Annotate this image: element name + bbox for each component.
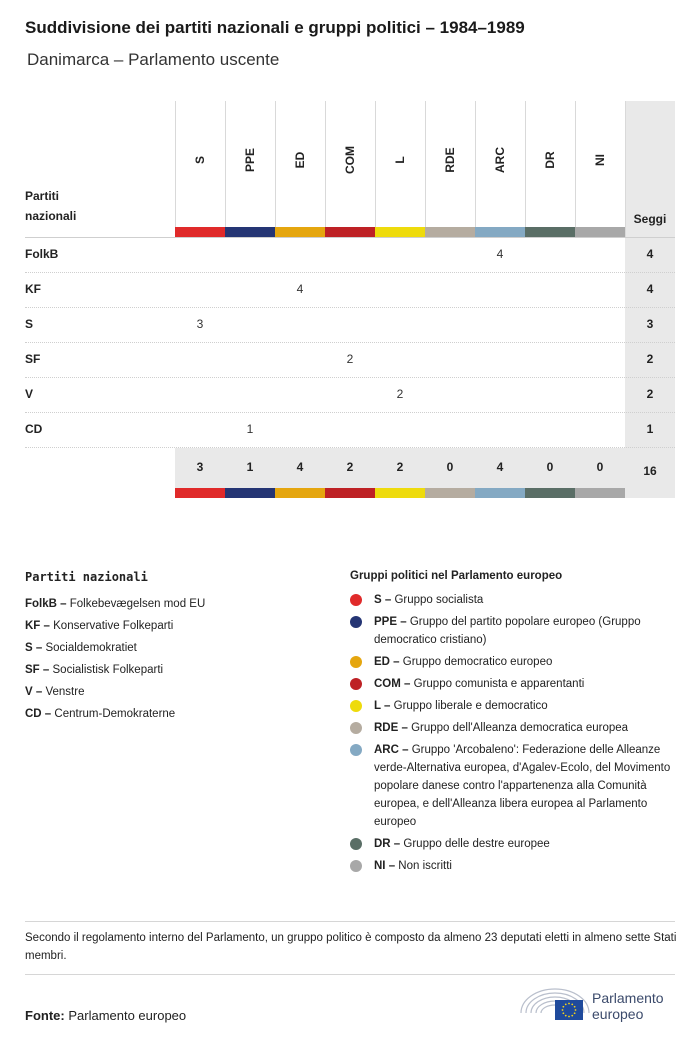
group-color-dot-icon xyxy=(350,860,362,872)
party-legend-item xyxy=(25,703,325,725)
header-divider xyxy=(25,237,675,238)
group-color-bar-top-com xyxy=(325,227,375,237)
group-color-bar-top-ni xyxy=(575,227,625,237)
eu-star-icon xyxy=(571,1015,573,1017)
group-color-dot-icon xyxy=(350,722,362,734)
row-label-cd: CD xyxy=(25,422,43,436)
row-label-kf: KF xyxy=(25,282,41,296)
group-legend-code: COM – xyxy=(374,678,411,690)
party-legend-name: Konservative Folkeparti xyxy=(53,620,174,632)
group-legend-code: S – xyxy=(374,594,392,606)
group-legend-code: NI – xyxy=(374,860,396,872)
logo-text-line2: europeo xyxy=(592,1006,644,1022)
group-legend-item xyxy=(350,835,680,853)
column-separator xyxy=(325,101,326,237)
logo-text xyxy=(592,990,664,1022)
row-seats-total: 3 xyxy=(646,317,654,331)
divider xyxy=(25,921,675,922)
source-label: Fonte: xyxy=(25,1008,65,1023)
eu-star-icon xyxy=(571,1003,573,1005)
column-separator xyxy=(175,101,176,237)
seat-count-cell: 2 xyxy=(346,352,354,366)
group-legend-code: DR – xyxy=(374,838,401,850)
party-legend-code: SF – xyxy=(25,664,50,676)
group-color-bar-bottom-dr xyxy=(525,488,575,498)
column-header-l: L xyxy=(393,156,407,164)
group-color-bar-bottom-com xyxy=(325,488,375,498)
group-legend-item xyxy=(350,591,680,609)
column-header-rde: RDE xyxy=(443,147,457,173)
group-color-dot-icon xyxy=(350,744,362,756)
column-total-ed: 4 xyxy=(296,460,304,474)
party-legend-item xyxy=(25,615,325,637)
group-legend-item xyxy=(350,741,680,831)
party-legend-name: Socialdemokratiet xyxy=(45,642,137,654)
eu-star-icon xyxy=(565,1003,567,1005)
group-color-bar-bottom-ppe xyxy=(225,488,275,498)
column-header-ppe: PPE xyxy=(243,148,257,173)
eu-star-icon xyxy=(568,1016,570,1018)
grand-total: 16 xyxy=(643,464,657,478)
party-legend-item xyxy=(25,637,325,659)
eu-star-icon xyxy=(562,1012,564,1014)
row-label-folkb: FolkB xyxy=(25,247,59,261)
group-color-dot-icon xyxy=(350,678,362,690)
column-separator xyxy=(525,101,526,237)
party-legend-code: KF – xyxy=(25,620,50,632)
page-title: Suddivisione dei partiti nazionali e gruppi politici – 1984–1989 xyxy=(25,18,525,37)
seat-count-cell: 4 xyxy=(296,282,304,296)
column-header-ni: NI xyxy=(593,154,607,166)
party-legend-item xyxy=(25,593,325,615)
group-color-bar-bottom-s xyxy=(175,488,225,498)
party-legend-item xyxy=(25,681,325,703)
group-legend-code: ARC – xyxy=(374,744,409,756)
group-color-dot-icon xyxy=(350,838,362,850)
group-legend-code: ED – xyxy=(374,656,400,668)
column-separator xyxy=(475,101,476,237)
group-legend-item xyxy=(350,719,680,737)
page-subtitle: Danimarca – Parlamento uscente xyxy=(27,50,280,69)
row-seats-total: 2 xyxy=(646,352,654,366)
row-divider xyxy=(25,272,675,273)
party-legend-code: CD – xyxy=(25,708,52,720)
column-separator xyxy=(225,101,226,237)
column-total-s: 3 xyxy=(196,460,204,474)
party-legend-code: FolkB – xyxy=(25,598,67,610)
seat-count-cell: 4 xyxy=(496,247,504,261)
party-legend-code: S – xyxy=(25,642,43,654)
group-color-dot-icon xyxy=(350,594,362,606)
group-legend-name: Gruppo delle destre europee xyxy=(403,838,550,850)
column-total-dr: 0 xyxy=(546,460,554,474)
political-groups-legend-title: Gruppi politici nel Parlamento europeo xyxy=(350,570,563,582)
group-legend-item xyxy=(350,613,680,649)
political-groups-legend xyxy=(350,570,680,879)
row-seats-total: 4 xyxy=(646,247,654,261)
seats-column-header: Seggi xyxy=(633,212,667,226)
eu-star-icon xyxy=(568,1003,570,1005)
group-color-bar-top-dr xyxy=(525,227,575,237)
row-label-v: V xyxy=(25,387,34,401)
group-legend-code: L – xyxy=(374,700,391,712)
column-header-s: S xyxy=(193,156,207,165)
row-seats-total: 4 xyxy=(646,282,654,296)
row-seats-total: 1 xyxy=(646,422,654,436)
column-separator xyxy=(275,101,276,237)
group-color-dot-icon xyxy=(350,700,362,712)
party-legend-name: Centrum-Demokraterne xyxy=(54,708,176,720)
party-legend-item xyxy=(25,659,325,681)
group-legend-item xyxy=(350,653,680,671)
group-color-bar-bottom-rde xyxy=(425,488,475,498)
column-total-com: 2 xyxy=(346,460,354,474)
column-separator xyxy=(375,101,376,237)
column-total-l: 2 xyxy=(396,460,404,474)
group-legend-name: Gruppo democratico europeo xyxy=(402,656,553,668)
group-color-bar-bottom-ni xyxy=(575,488,625,498)
column-header-arc: ARC xyxy=(493,147,507,173)
group-legend-name: Gruppo comunista e apparentanti xyxy=(413,678,585,690)
group-legend-item xyxy=(350,857,680,875)
eu-star-icon xyxy=(565,1015,567,1017)
footnote: Secondo il regolamento interno del Parlamento, un gruppo politico è composto da almeno 23 deputati eletti in almeno sette Stati membri. xyxy=(25,932,677,962)
group-color-bar-top-ed xyxy=(275,227,325,237)
group-legend-name: Gruppo dell'Alleanza democratica europea xyxy=(411,722,629,734)
group-color-bar-bottom-arc xyxy=(475,488,525,498)
row-label-sf: SF xyxy=(25,352,41,366)
divider xyxy=(25,974,675,975)
national-parties-legend-title: Partiti nazionali xyxy=(25,570,148,584)
party-legend-name: Venstre xyxy=(45,686,85,698)
group-legend-name: Gruppo socialista xyxy=(394,594,484,606)
group-color-bar-top-arc xyxy=(475,227,525,237)
group-color-bar-top-ppe xyxy=(225,227,275,237)
group-color-bar-top-l xyxy=(375,227,425,237)
group-legend-item xyxy=(350,697,680,715)
seat-count-cell: 1 xyxy=(246,422,254,436)
row-seats-total: 2 xyxy=(646,387,654,401)
group-color-dot-icon xyxy=(350,656,362,668)
row-divider xyxy=(25,377,675,378)
column-total-ni: 0 xyxy=(596,460,604,474)
group-color-bar-bottom-l xyxy=(375,488,425,498)
column-header-com: COM xyxy=(343,146,357,174)
group-legend-code: PPE – xyxy=(374,616,407,628)
column-separator xyxy=(425,101,426,237)
group-legend-code: RDE – xyxy=(374,722,408,734)
party-legend-name: Socialistisk Folkeparti xyxy=(52,664,164,676)
row-label-s: S xyxy=(25,317,34,331)
column-header-ed: ED xyxy=(293,151,307,169)
eu-star-icon xyxy=(574,1012,576,1014)
column-total-ppe: 1 xyxy=(246,460,254,474)
party-legend-code: V – xyxy=(25,686,43,698)
eu-star-icon xyxy=(574,1006,576,1008)
group-legend-name: Non iscritti xyxy=(398,860,452,872)
source-value: Parlamento europeo xyxy=(68,1008,187,1023)
logo-text-line1: Parlamento xyxy=(592,990,664,1006)
party-legend-name: Folkebevægelsen mod EU xyxy=(69,598,206,610)
eu-star-icon xyxy=(575,1009,577,1011)
column-total-arc: 4 xyxy=(496,460,504,474)
group-legend-name: Gruppo 'Arcobaleno': Federazione delle Alleanze verde-Alternativa europea, d'Agalev-Ecolo, del Movimento popolare danese contro l'appartenenza alla Comunità europea, e dell'Alleanza libera europea al Parlamento europeo xyxy=(374,744,671,828)
national-parties-legend xyxy=(25,570,325,725)
group-color-bar-top-s xyxy=(175,227,225,237)
group-legend-item xyxy=(350,675,680,693)
source-line xyxy=(25,1008,186,1023)
group-legend-name: Gruppo del partito popolare europeo (Gruppo democratico cristiano) xyxy=(374,616,641,646)
seats-table xyxy=(0,0,700,520)
column-total-rde: 0 xyxy=(446,460,454,474)
seat-count-cell: 2 xyxy=(396,387,404,401)
column-header-dr: DR xyxy=(543,151,557,169)
column-separator xyxy=(625,101,626,237)
seat-count-cell: 3 xyxy=(196,317,204,331)
group-color-bar-top-rde xyxy=(425,227,475,237)
eu-star-icon xyxy=(562,1009,564,1011)
row-divider xyxy=(25,412,675,413)
group-color-bar-bottom-ed xyxy=(275,488,325,498)
group-legend-name: Gruppo liberale e democratico xyxy=(393,700,548,712)
group-color-dot-icon xyxy=(350,616,362,628)
row-divider xyxy=(25,307,675,308)
column-separator xyxy=(575,101,576,237)
eu-star-icon xyxy=(562,1006,564,1008)
party-column-header: Partiti nazionali xyxy=(25,189,77,223)
